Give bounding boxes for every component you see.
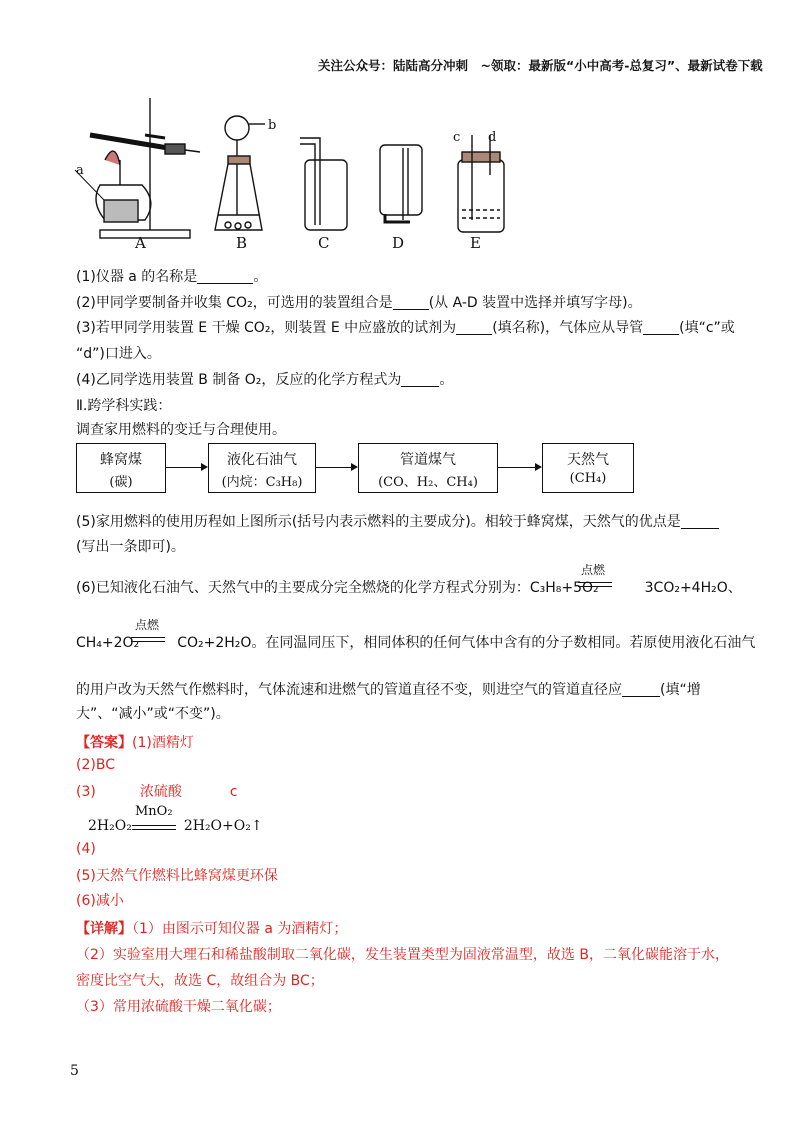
caption-e: E <box>470 234 481 252</box>
apparatus-e <box>458 135 504 232</box>
question-5-line2: (写出一条即可)。 <box>76 539 185 555</box>
question-6-line4: 大”、“减小”或“不变”)。 <box>76 706 230 722</box>
detail-line-2: （2）实验室用大理石和稀盐酸制取二氧化碳，发生装置类型为固液常温型，故选 B，二氧化碳能溶于水， <box>76 947 729 963</box>
page-header: 关注公众号：陆陆高分冲刺 ~领取：最新版“小中高考-总复习”、最新试卷下载 <box>318 58 763 73</box>
section-2-heading: Ⅱ.跨学科实践： <box>76 398 172 414</box>
flow-box-3: 管道煤气 (CO、H₂、CH₄) <box>358 443 498 493</box>
apparatus-a <box>75 98 200 238</box>
question-4: (4)乙同学选用装置 B 制备 O₂，反应的化学方程式为 。 <box>76 372 454 388</box>
answer-4: (4) <box>76 841 96 857</box>
answer-5: (5)天然气作燃料比蜂窝煤更环保 <box>76 868 278 884</box>
question-1: (1)仪器 a 的名称是 。 <box>76 269 268 285</box>
caption-b: B <box>236 234 248 252</box>
flow-box-1: 蜂窝煤 (碳) <box>76 443 166 493</box>
detail-line-1: 【详解】（1）由图示可知仪器 a 为酒精灯； <box>76 921 348 937</box>
section-2-intro: 调查家用燃料的变迁与合理使用。 <box>76 422 286 438</box>
flow-arrow-1 <box>166 467 206 468</box>
label-d: d <box>488 130 497 145</box>
question-6-line3: 的用户改为天然气作燃料时，气体流速和进燃气的管道直径不变，则进空气的管道直径应 (填“增 <box>76 682 701 698</box>
equals-sign-3 <box>132 825 176 830</box>
answer-line-1: 【答案】(1)酒精灯 <box>76 735 194 751</box>
detail-line-2b: 密度比空气大，故选 C，故组合为 BC； <box>76 973 324 989</box>
equation-h2o2: 2H₂O₂ 2H₂O+O₂↑ <box>88 818 263 834</box>
flow-arrow-2 <box>316 467 356 468</box>
apparatus-d <box>380 145 422 222</box>
page-number: 5 <box>70 1063 79 1079</box>
caption-d: D <box>392 234 405 252</box>
apparatus-b <box>215 116 265 230</box>
question-3: (3)若甲同学用装置 E 干燥 CO₂，则装置 E 中应盛放的试剂为 (填名称)，气体应从导管 (填“c”或 <box>76 320 735 336</box>
equals-sign-1 <box>578 582 612 587</box>
answer-2: (2)BC <box>76 757 115 773</box>
catalyst-mno2: MnO₂ <box>135 804 173 819</box>
label-a: a <box>76 163 84 178</box>
caption-c: C <box>318 234 330 252</box>
question-2: (2)甲同学要制备并收集 CO₂，可选用的装置组合是 (从 A-D 装置中选择并填写字母)。 <box>76 295 642 311</box>
condition-ignite-1: 点燃 <box>581 563 606 577</box>
caption-a: A <box>135 234 146 252</box>
question-6-line2: CH₄+2O₂ CO₂+2H₂O。在同温同压下，相同体积的任何气体中含有的分子数相同。若原使用液化石油气 <box>76 635 756 651</box>
question-6: (6)已知液化石油气、天然气中的主要成分完全燃烧的化学方程式分别为：C₃H₈+5O₂ 3CO₂+4H₂O、 <box>76 580 742 596</box>
flow-box-4: 天然气 (CH₄) <box>542 443 634 493</box>
label-b: b <box>268 118 277 133</box>
answer-3: (3) 浓硫酸 c <box>76 784 238 800</box>
equals-sign-2 <box>131 637 165 642</box>
condition-ignite-2: 点燃 <box>135 618 160 632</box>
detail-line-3: （3）常用浓硫酸干燥二氧化碳； <box>76 999 281 1015</box>
apparatus-c <box>300 138 347 230</box>
flow-box-2: 液化石油气 (内烷：C₃H₈) <box>208 443 316 493</box>
flow-arrow-3 <box>498 467 540 468</box>
question-5: (5)家用燃料的使用历程如上图所示(括号内表示燃料的主要成分)。相较于蜂窝煤，天然气的优点是 <box>76 511 719 531</box>
apparatus-figure <box>70 90 510 255</box>
label-c: c <box>453 130 461 145</box>
question-3-line2: “d”)口进入。 <box>76 346 161 362</box>
answer-6: (6)减小 <box>76 893 124 909</box>
